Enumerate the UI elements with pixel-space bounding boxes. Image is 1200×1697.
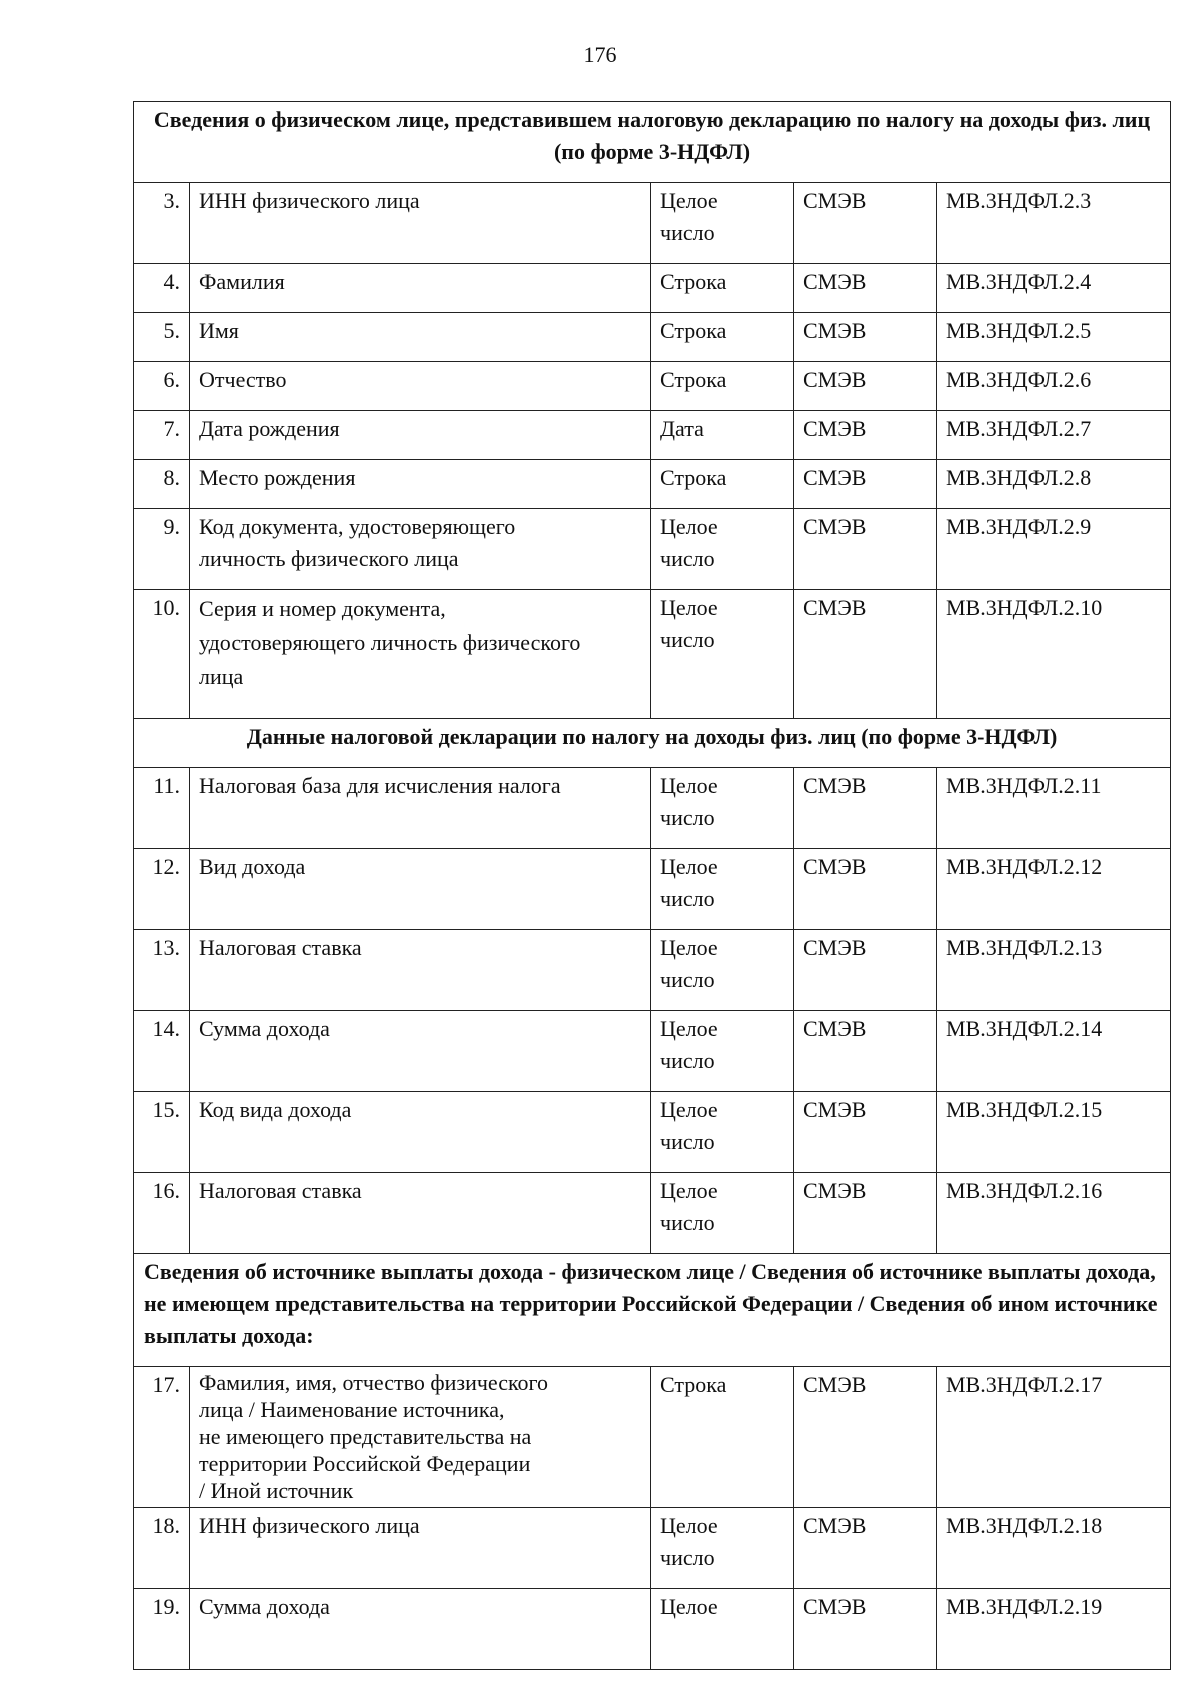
requisites-table xyxy=(133,101,1171,1670)
row-number: 12. xyxy=(134,849,190,930)
field-name: ИНН физического лица xyxy=(190,1508,651,1589)
data-source: СМЭВ xyxy=(794,849,937,930)
field-name: Вид дохода xyxy=(190,849,651,930)
table-row xyxy=(134,1092,1171,1173)
field-code: МВ.3НДФЛ.2.7 xyxy=(937,411,1171,460)
data-source: СМЭВ xyxy=(794,590,937,719)
row-number: 17. xyxy=(134,1367,190,1508)
section-title: Сведения о физическом лице, представившем налоговую декларацию по налогу на доходы физ. лиц (по форме 3-НДФЛ) xyxy=(134,102,1171,183)
table-row xyxy=(134,768,1171,849)
data-type: Целое число xyxy=(651,930,794,1011)
data-type: Целое число xyxy=(651,509,794,590)
field-name: Серия и номер документа, удостоверяющего личность физического лица xyxy=(190,590,651,719)
table-row xyxy=(134,460,1171,509)
row-number: 6. xyxy=(134,362,190,411)
table-row xyxy=(134,849,1171,930)
data-type: Строка xyxy=(651,313,794,362)
field-name: Код документа, удостоверяющего личность физического лица xyxy=(190,509,651,590)
section-header-declaration xyxy=(134,719,1171,768)
field-name: Фамилия, имя, отчество физического лица / Наименование источника, не имеющего представительства на территории Российской Федерации / Иной источник xyxy=(190,1367,651,1508)
data-source: СМЭВ xyxy=(794,1173,937,1254)
table-row xyxy=(134,264,1171,313)
table-row xyxy=(134,1011,1171,1092)
field-name: Налоговая ставка xyxy=(190,930,651,1011)
field-code: МВ.3НДФЛ.2.14 xyxy=(937,1011,1171,1092)
field-code: МВ.3НДФЛ.2.9 xyxy=(937,509,1171,590)
field-name: Налоговая ставка xyxy=(190,1173,651,1254)
data-source: СМЭВ xyxy=(794,768,937,849)
table-row xyxy=(134,411,1171,460)
row-number: 10. xyxy=(134,590,190,719)
row-number: 13. xyxy=(134,930,190,1011)
data-type: Целое число xyxy=(651,1173,794,1254)
field-code: МВ.3НДФЛ.2.3 xyxy=(937,183,1171,264)
row-number: 4. xyxy=(134,264,190,313)
field-code: МВ.3НДФЛ.2.16 xyxy=(937,1173,1171,1254)
field-code: МВ.3НДФЛ.2.17 xyxy=(937,1367,1171,1508)
table-row xyxy=(134,1508,1171,1589)
table-row xyxy=(134,590,1171,719)
data-type: Целое число xyxy=(651,768,794,849)
row-number: 8. xyxy=(134,460,190,509)
data-type: Строка xyxy=(651,460,794,509)
data-source: СМЭВ xyxy=(794,1589,937,1670)
page-number: 176 xyxy=(583,42,617,67)
table-row xyxy=(134,930,1171,1011)
data-source: СМЭВ xyxy=(794,1011,937,1092)
data-type: Целое число xyxy=(651,183,794,264)
data-source: СМЭВ xyxy=(794,1367,937,1508)
data-source: СМЭВ xyxy=(794,264,937,313)
field-code: МВ.3НДФЛ.2.12 xyxy=(937,849,1171,930)
field-code: МВ.3НДФЛ.2.11 xyxy=(937,768,1171,849)
data-type: Строка xyxy=(651,362,794,411)
data-source: СМЭВ xyxy=(794,930,937,1011)
row-number: 11. xyxy=(134,768,190,849)
table-row xyxy=(134,509,1171,590)
data-type: Целое число xyxy=(651,1508,794,1589)
data-type: Целое число xyxy=(651,1092,794,1173)
field-name: ИНН физического лица xyxy=(190,183,651,264)
section-header-person xyxy=(134,102,1171,183)
data-source: СМЭВ xyxy=(794,1092,937,1173)
section-title: Данные налоговой декларации по налогу на доходы физ. лиц (по форме 3-НДФЛ) xyxy=(134,719,1171,768)
row-number: 3. xyxy=(134,183,190,264)
field-name: Код вида дохода xyxy=(190,1092,651,1173)
data-source: СМЭВ xyxy=(794,460,937,509)
data-source: СМЭВ xyxy=(794,313,937,362)
row-number: 15. xyxy=(134,1092,190,1173)
data-type: Целое число xyxy=(651,590,794,719)
section-title: Сведения об источнике выплаты дохода - физическом лице / Сведения об источнике выплаты дохода, не имеющем представительства на территории Российской Федерации / Сведения об ином источнике выплаты дохода: xyxy=(134,1254,1171,1367)
row-number: 5. xyxy=(134,313,190,362)
field-code: МВ.3НДФЛ.2.13 xyxy=(937,930,1171,1011)
data-type: Целое число xyxy=(651,849,794,930)
section-header-source xyxy=(134,1254,1171,1367)
field-code: МВ.3НДФЛ.2.5 xyxy=(937,313,1171,362)
field-code: МВ.3НДФЛ.2.19 xyxy=(937,1589,1171,1670)
field-code: МВ.3НДФЛ.2.18 xyxy=(937,1508,1171,1589)
data-type: Строка xyxy=(651,264,794,313)
field-name: Отчество xyxy=(190,362,651,411)
data-source: СМЭВ xyxy=(794,183,937,264)
field-name: Место рождения xyxy=(190,460,651,509)
row-number: 19. xyxy=(134,1589,190,1670)
field-code: МВ.3НДФЛ.2.8 xyxy=(937,460,1171,509)
data-type: Целое xyxy=(651,1589,794,1670)
field-name: Имя xyxy=(190,313,651,362)
row-number: 16. xyxy=(134,1173,190,1254)
data-type: Строка xyxy=(651,1367,794,1508)
field-name: Сумма дохода xyxy=(190,1589,651,1670)
data-source: СМЭВ xyxy=(794,509,937,590)
field-name: Фамилия xyxy=(190,264,651,313)
data-type: Целое число xyxy=(651,1011,794,1092)
table-row xyxy=(134,1589,1171,1670)
field-name: Налоговая база для исчисления налога xyxy=(190,768,651,849)
table-row xyxy=(134,313,1171,362)
field-name: Сумма дохода xyxy=(190,1011,651,1092)
field-code: МВ.3НДФЛ.2.10 xyxy=(937,590,1171,719)
data-source: СМЭВ xyxy=(794,362,937,411)
table-row xyxy=(134,1173,1171,1254)
data-source: СМЭВ xyxy=(794,1508,937,1589)
field-code: МВ.3НДФЛ.2.6 xyxy=(937,362,1171,411)
table-row xyxy=(134,362,1171,411)
table-row xyxy=(134,183,1171,264)
field-code: МВ.3НДФЛ.2.4 xyxy=(937,264,1171,313)
row-number: 14. xyxy=(134,1011,190,1092)
field-name: Дата рождения xyxy=(190,411,651,460)
data-type: Дата xyxy=(651,411,794,460)
row-number: 7. xyxy=(134,411,190,460)
row-number: 9. xyxy=(134,509,190,590)
row-number: 18. xyxy=(134,1508,190,1589)
data-source: СМЭВ xyxy=(794,411,937,460)
table-row xyxy=(134,1367,1171,1508)
field-code: МВ.3НДФЛ.2.15 xyxy=(937,1092,1171,1173)
